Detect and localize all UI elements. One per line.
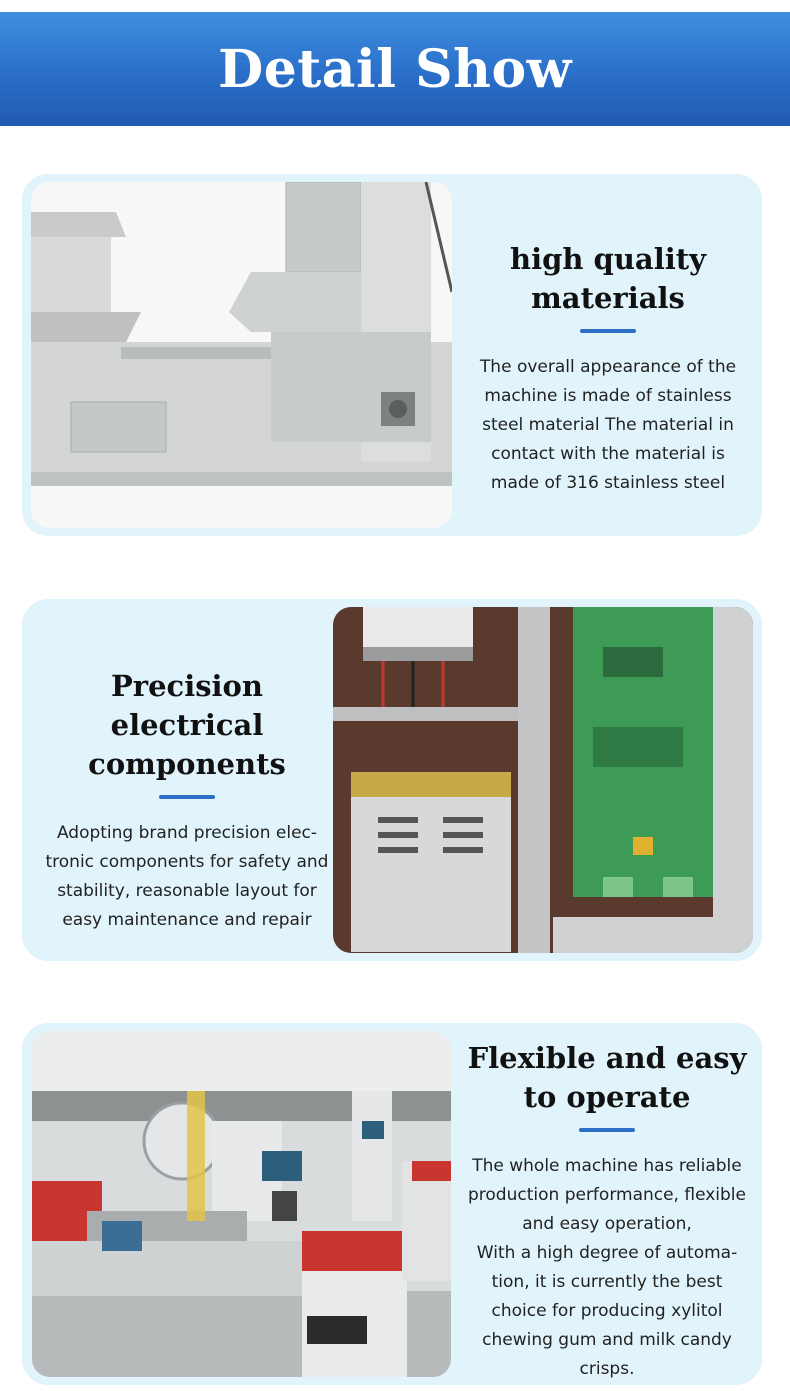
feature-card-electrical	[22, 599, 762, 961]
heading-underline	[580, 329, 636, 333]
feature-heading: Flexible and easy to operate	[467, 1041, 747, 1114]
feature-card-materials	[22, 174, 762, 536]
heading-underline	[579, 1128, 635, 1132]
feature-description: Adopting brand precision elec- tronic components for safety and stability, reasonable layout for easy maintenance and repair	[45, 823, 329, 930]
feature-text-operation	[456, 1039, 758, 1384]
stainless-steel-machine-photo	[31, 182, 452, 528]
title-banner	[0, 12, 790, 126]
feature-heading: Precision electrical components	[88, 669, 286, 781]
feature-card-operation	[22, 1023, 762, 1385]
feature-text-electrical	[32, 667, 342, 935]
heading-underline	[159, 795, 215, 799]
factory-production-line-photo	[32, 1031, 451, 1377]
feature-description: The whole machine has reliable production performance, flexible and easy operation, With a high degree of automa- tion, it is currently the best choice for producing xylitol chewing gum and milk candy crisps.	[468, 1156, 746, 1379]
feature-description: The overall appearance of the machine is made of stainless steel material The material in contact with the material is made of 316 stainless steel	[479, 357, 737, 493]
feature-heading: high quality materials	[510, 242, 706, 315]
page-title: Detail Show	[218, 38, 572, 100]
feature-text-materials	[460, 240, 756, 498]
electrical-cabinet-photo	[333, 607, 753, 953]
